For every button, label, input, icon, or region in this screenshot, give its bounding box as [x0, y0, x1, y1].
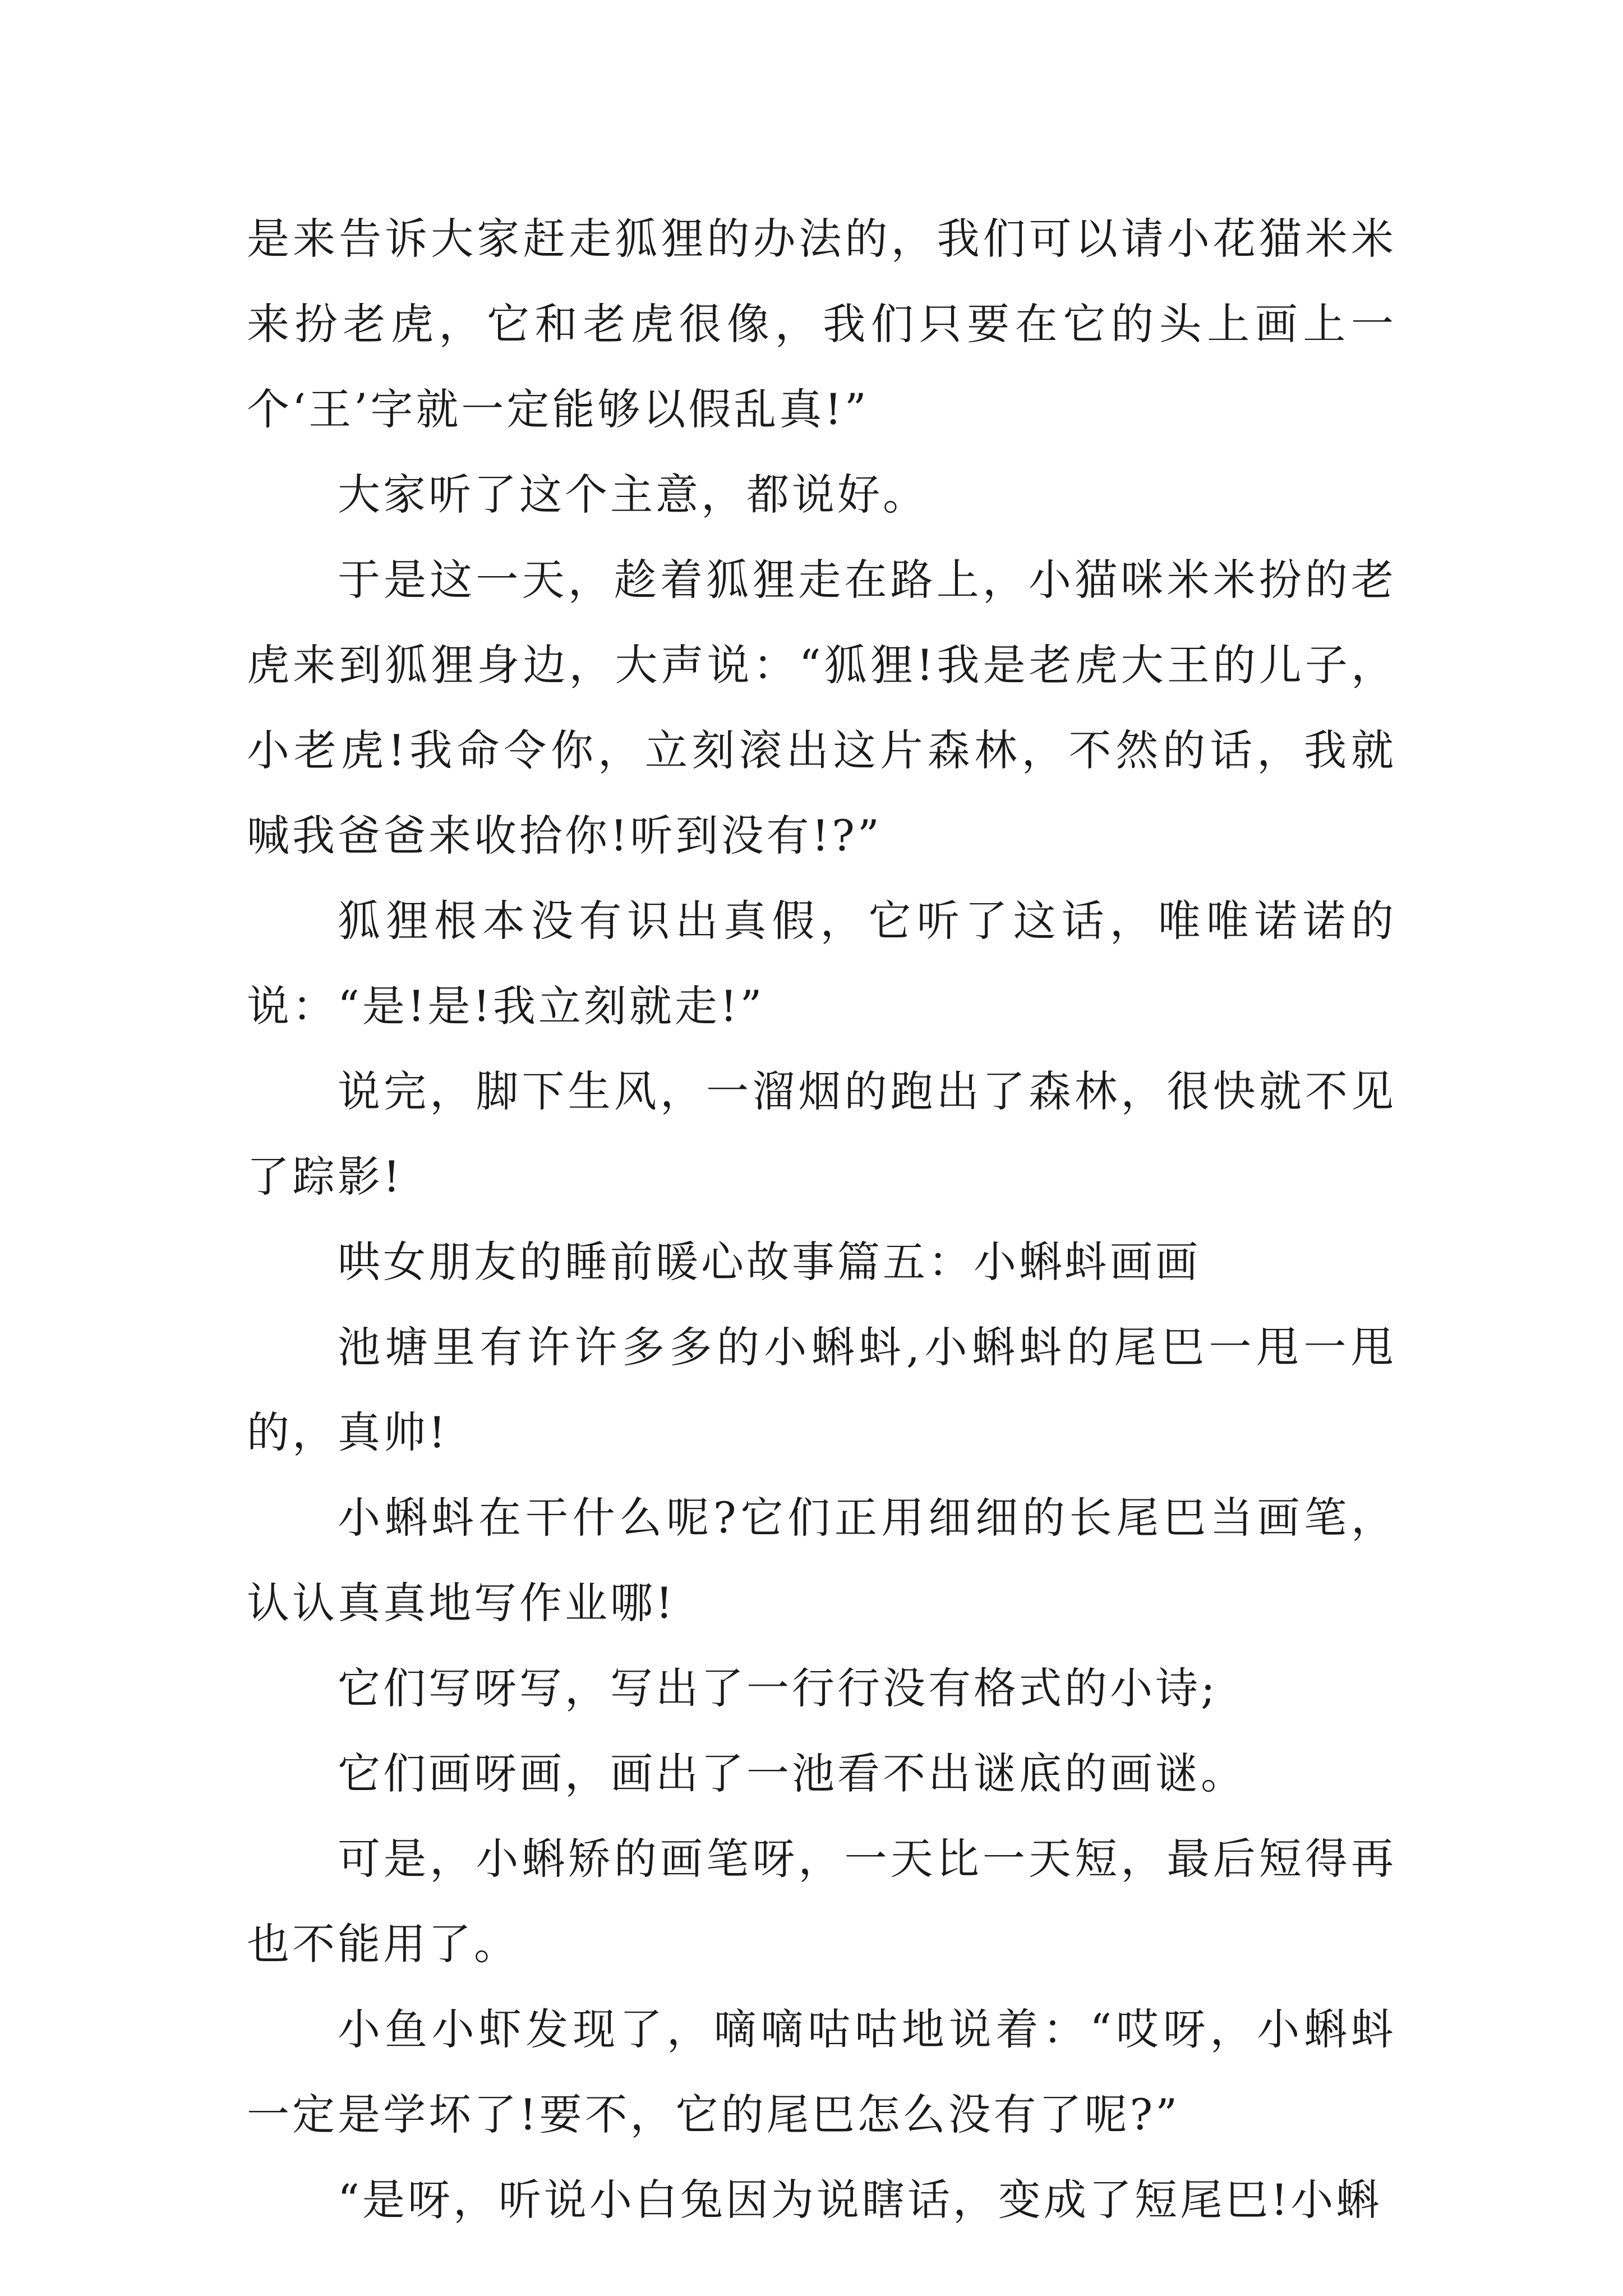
paragraph-10: 它们画呀画，画出了一池看不出谜底的画谜。: [338, 1749, 1246, 1798]
paragraph-13: “是呀，听说小白兔因为说瞎话，变成了短尾巴!小蝌: [338, 2175, 1382, 2225]
story-text: [247, 196, 1396, 2243]
paragraph-11: 可是，小蝌矫的画笔呀，一天比一天短，最后短得再也不能用了。: [247, 1834, 1396, 1969]
paragraph-1: 是来告诉大家赶走狐狸的办法的，我们可以请小花猫米米来扮老虎，它和老虎很像，我们只要在它的头上画上一个‘王’字就一定能够以假乱真!”: [247, 214, 1396, 434]
paragraph-12: 小鱼小虾发现了，嘀嘀咕咕地说着：“哎呀，小蝌蚪一定是学坏了!要不，它的尾巴怎么没有了呢?”: [247, 2004, 1396, 2139]
paragraph-9: 它们写呀写，写出了一行行没有格式的小诗;: [338, 1663, 1218, 1713]
paragraph-7: 池塘里有许许多多的小蝌蚪,小蝌蚪的尾巴一甩一甩的，真帅!: [247, 1322, 1396, 1457]
paragraph-5: 说完，脚下生风，一溜烟的跑出了森林，很快就不见了踪影!: [247, 1066, 1396, 1202]
paragraph-3: 于是这一天，趁着狐狸走在路上，小猫咪米米扮的老虎来到狐狸身边，大声说：“狐狸!我是老虎大王的儿子，小老虎!我命令你，立刻滚出这片森林，不然的话，我就喊我爸爸来收拾你!听到没有!?”: [247, 555, 1396, 861]
paragraph-8: 小蝌蚪在干什么呢?它们正用细细的长尾巴当画笔，认认真真地写作业哪!: [247, 1493, 1396, 1628]
section-heading: 哄女朋友的睡前暖心故事篇五：小蝌蚪画画: [338, 1237, 1201, 1287]
paragraph-2: 大家听了这个主意，都说好。: [338, 470, 928, 519]
paragraph-4: 狐狸根本没有识出真假，它听了这话，唯唯诺诺的说：“是!是!我立刻就走!”: [247, 896, 1396, 1031]
